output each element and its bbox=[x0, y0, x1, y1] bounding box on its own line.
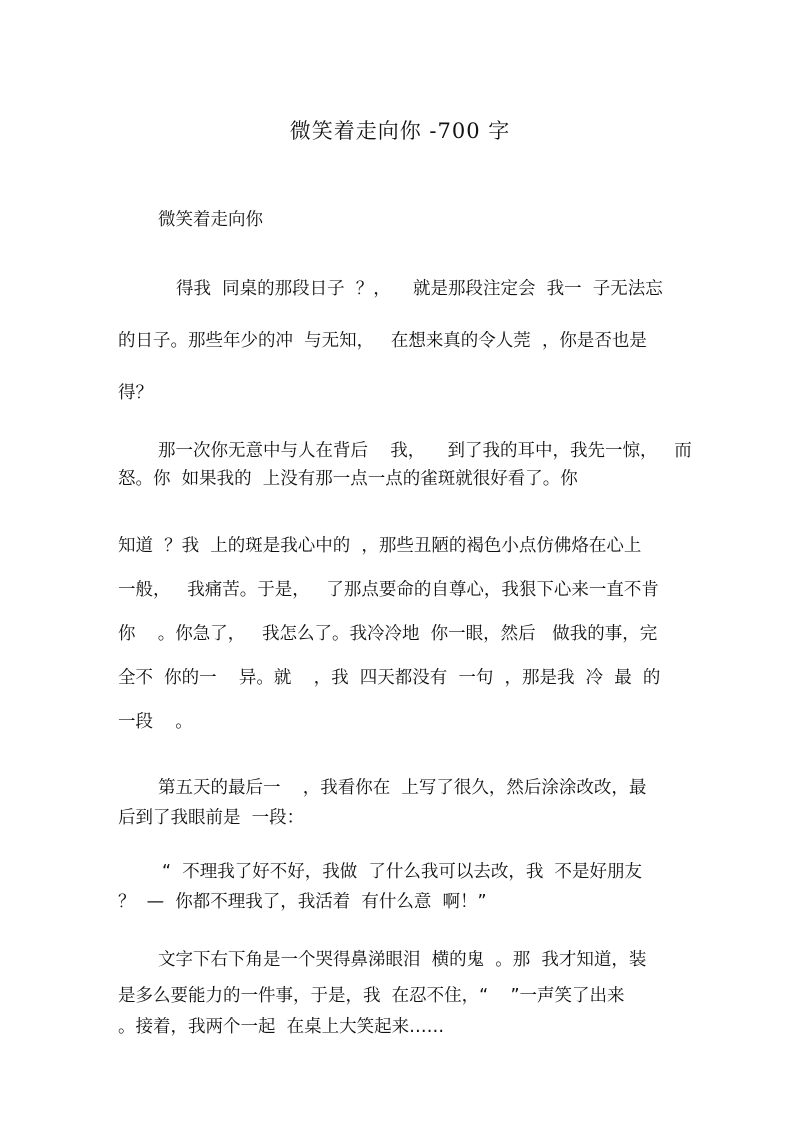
document-title: 微笑着走向你 -700 字 bbox=[289, 119, 511, 143]
paragraph-line: 。接着，我两个一起 在桌上大笑起来…… bbox=[118, 1017, 445, 1037]
paragraph-line: 全不 你的一 异。就 ，我 四天都没有 一句 ，那是我 冷 最 的 bbox=[118, 668, 661, 688]
paragraph-line: 得我 同桌的那段日子 ？， 就是那段注定会 我一 子无法忘 bbox=[176, 279, 663, 299]
quote-line: “ 不理我了好不好，我做 了什么我可以去改，我 不是好朋友 bbox=[162, 862, 642, 882]
paragraph-line: 是多么要能力的一件事，于是，我 在忍不住，“ ”一声笑了出来 bbox=[118, 986, 625, 1006]
paragraph-line: 第五天的最后一 ，我看你在 上写了很久，然后涂涂改改，最 bbox=[158, 778, 647, 798]
section-heading: 微笑着走向你 bbox=[158, 210, 263, 230]
paragraph-line: 后到了我眼前是 一段： bbox=[118, 808, 305, 828]
paragraph-line: 你 。你急了， 我怎么了。我冷冷地 你一眼，然后 做我的事，完 bbox=[118, 624, 658, 644]
paragraph-line: 一段 。 bbox=[118, 712, 193, 732]
quote-line: ？ — 你都不理我了，我活着 有什么意 啊！” bbox=[118, 892, 487, 912]
paragraph-line: 一般， 我痛苦。于是， 了那点要命的自尊心，我狠下心来一直不肯 bbox=[118, 580, 659, 600]
paragraph-line: 那一次你无意中与人在背后 我， 到了我的耳中，我先一惊， 而 bbox=[158, 441, 692, 461]
paragraph-line: 知道 ？我 上的斑是我心中的 ，那些丑陋的褐色小点仿佛烙在心上 bbox=[118, 536, 642, 556]
paragraph-line: 怒。你 如果我的 上没有那一点一点的雀斑就很好看了。你 bbox=[118, 469, 578, 489]
paragraph-line: 文字下右下角是一个哭得鼻涕眼泪 横的鬼 。那 我才知道，装 bbox=[158, 950, 647, 970]
paragraph-line: 的日子。那些年少的冲 与无知， 在想来真的令人莞 ，你是否也是 bbox=[118, 331, 647, 351]
paragraph-line: 得？ bbox=[118, 383, 153, 403]
